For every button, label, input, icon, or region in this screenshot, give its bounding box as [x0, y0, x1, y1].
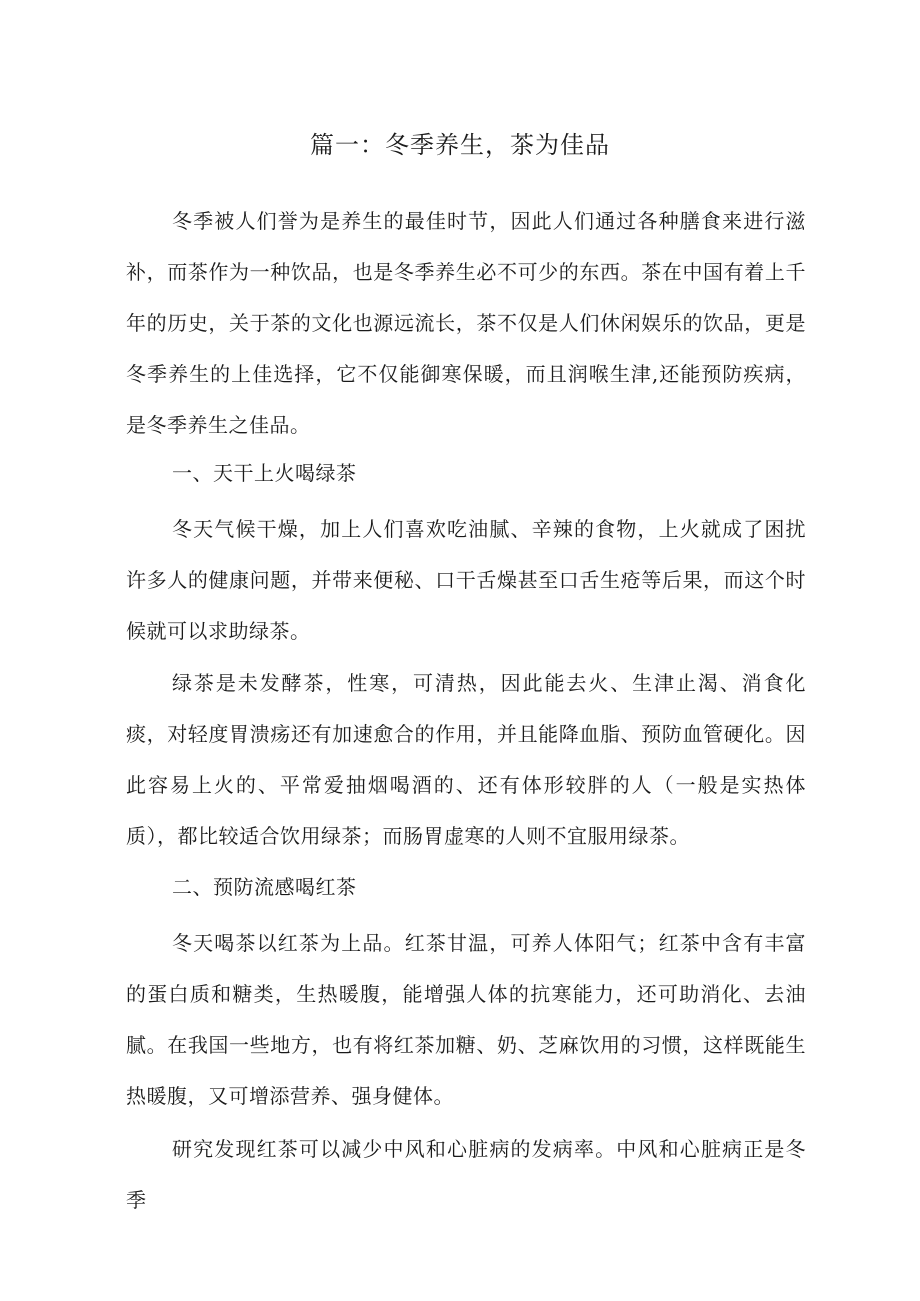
intro-paragraph: 冬季被人们誉为是养生的最佳时节，因此人们通过各种膳食来进行滋补，而茶作为一种饮品，也是冬季养生必不可少的东西。茶在中国有着上千年的历史，关于茶的文化也源远流长，茶不仅是人们休闲娱乐的饮品，更是冬季养生的上佳选择，它不仅能御寒保暖，而且润喉生津,还能预防疾病，是冬季养生之佳品。: [126, 209, 806, 437]
black-tea-paragraph-1: 冬天喝茶以红茶为上品。红茶甘温，可养人体阳气；红茶中含有丰富的蛋白质和糖类，生热暖腹，能增强人体的抗寒能力，还可助消化、去油腻。在我国一些地方，也有将红茶加糖、奶、芝麻饮用的习惯，这样既能生热暖腹，又可增添营养、强身健体。: [126, 931, 806, 1108]
green-tea-paragraph-1: 冬天气候干燥，加上人们喜欢吃油腻、辛辣的食物，上火就成了困扰许多人的健康问题，并带来便秘、口干舌燥甚至口舌生疮等后果，而这个时候就可以求助绿茶。: [126, 517, 806, 643]
black-tea-paragraph-2: 研究发现红茶可以减少中风和心脏病的发病率。中风和心脏病正是冬季: [126, 1137, 806, 1212]
green-tea-paragraph-2: 绿茶是未发酵茶，性寒，可清热，因此能去火、生津止渴、消食化痰，对轻度胃溃疡还有加速愈合的作用，并且能降血脂、预防血管硬化。因此容易上火的、平常爱抽烟喝酒的、还有体形较胖的人（一般是实热体质），都比较适合饮用绿茶；而肠胃虚寒的人则不宜服用绿茶。: [126, 671, 806, 848]
section-heading-green-tea: 一、天干上火喝绿茶: [172, 461, 357, 485]
section-heading-black-tea: 二、预防流感喝红茶: [172, 875, 357, 899]
document-title: 篇一：冬季养生，茶为佳品: [310, 131, 610, 159]
